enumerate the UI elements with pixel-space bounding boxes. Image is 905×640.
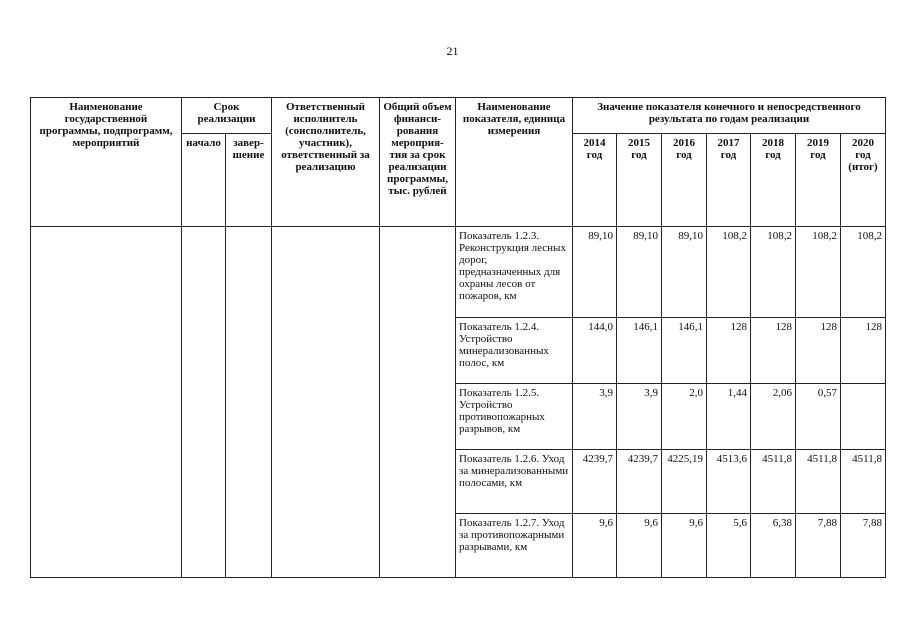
value-cell: 89,10 [617,227,662,318]
header-term: Срок реализации [182,98,272,134]
indicator-cell: Показатель 1.2.5. Устройство противопожарных разрывов, км [456,384,573,450]
value-cell: 5,6 [707,514,751,578]
header-year-2017: 2017 год [707,134,751,227]
volume-cell [380,227,456,578]
indicator-table [30,97,886,578]
value-cell: 6,38 [751,514,796,578]
value-cell: 9,6 [662,514,707,578]
value-cell: 108,2 [841,227,886,318]
value-cell: 1,44 [707,384,751,450]
value-cell: 89,10 [573,227,617,318]
value-cell: 4511,8 [841,450,886,514]
end-cell [226,227,272,578]
start-cell [182,227,226,578]
value-cell: 4511,8 [751,450,796,514]
value-cell: 128 [707,318,751,384]
value-cell: 2,0 [662,384,707,450]
value-cell: 4513,6 [707,450,751,514]
table-row [31,227,886,318]
value-cell: 7,88 [841,514,886,578]
value-cell: 128 [796,318,841,384]
indicator-cell: Показатель 1.2.3. Реконструкция лесных дорог, предназначенных для охраны лесов от пожаров, км [456,227,573,318]
value-cell: 146,1 [617,318,662,384]
value-cell: 4239,7 [573,450,617,514]
value-cell: 4511,8 [796,450,841,514]
value-cell: 9,6 [573,514,617,578]
page-number: 21 [446,44,459,58]
header-volume: Общий объем финанси-рования мероприя-тия за срок реализации программы, тыс. рублей [380,98,456,227]
header-values-group: Значение показателя конечного и непосредственного результата по годам реализации [573,98,886,134]
header-executor: Ответственный исполнитель (соисполнитель, участник), ответственный за реализацию [272,98,380,227]
value-cell: 128 [841,318,886,384]
header-program-name: Наименование государственной программы, подпрограмм, мероприятий [31,98,182,227]
value-cell: 4225,19 [662,450,707,514]
header-indicator: Наименование показателя, единица измерения [456,98,573,227]
indicator-cell: Показатель 1.2.4. Устройство минерализованных полос, км [456,318,573,384]
value-cell: 108,2 [796,227,841,318]
value-cell: 128 [751,318,796,384]
value-cell: 3,9 [617,384,662,450]
header-year-2016: 2016 год [662,134,707,227]
executor-cell [272,227,380,578]
value-cell: 7,88 [796,514,841,578]
value-cell: 108,2 [707,227,751,318]
header-year-2020: 2020 год (итог) [841,134,886,227]
program-name-cell [31,227,182,578]
header-end: завер-шение [226,134,272,227]
indicator-cell: Показатель 1.2.6. Уход за минерализованными полосами, км [456,450,573,514]
value-cell: 3,9 [573,384,617,450]
header-year-2019: 2019 год [796,134,841,227]
value-cell: 89,10 [662,227,707,318]
header-year-2018: 2018 год [751,134,796,227]
value-cell: 0,57 [796,384,841,450]
value-cell: 4239,7 [617,450,662,514]
header-year-2015: 2015 год [617,134,662,227]
value-cell: 2,06 [751,384,796,450]
value-cell: 146,1 [662,318,707,384]
value-cell: 9,6 [617,514,662,578]
indicator-cell: Показатель 1.2.7. Уход за противопожарными разрывами, км [456,514,573,578]
value-cell [841,384,886,450]
header-year-2014: 2014 год [573,134,617,227]
header-start: начало [182,134,226,227]
value-cell: 144,0 [573,318,617,384]
value-cell: 108,2 [751,227,796,318]
